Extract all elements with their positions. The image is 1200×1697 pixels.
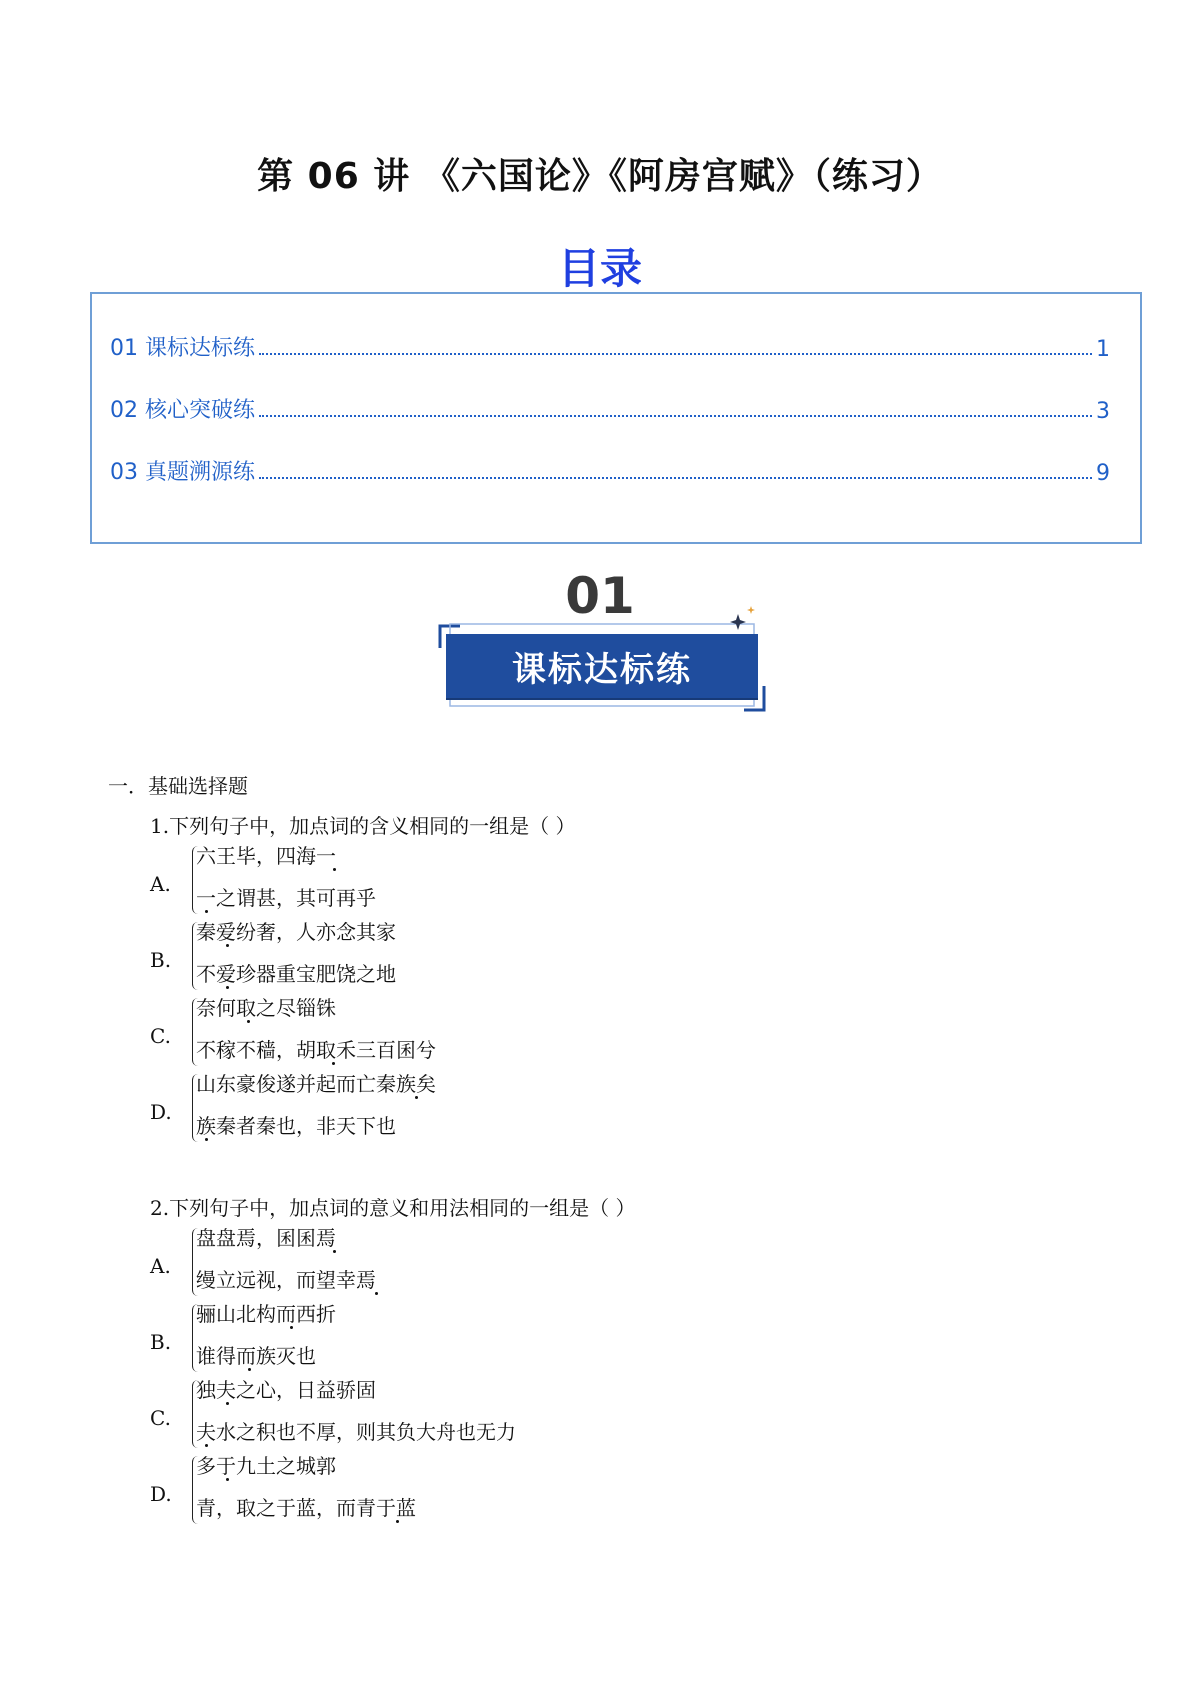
page-title: 第 06 讲 《六国论》《阿房宫赋》（练习） <box>257 156 943 197</box>
option-letter[interactable]: B. <box>150 1330 172 1354</box>
toc-entry-label: 01 课标达标练 <box>110 336 255 361</box>
option-letter[interactable]: C. <box>150 1024 171 1048</box>
question-stem: 2.下列句子中，加点词的意义和用法相同的一组是（ ） <box>150 1196 636 1220</box>
option-line: 不稼不穑，胡取禾三百囷兮 <box>196 1038 436 1062</box>
option-letter[interactable]: A. <box>150 872 171 896</box>
emphasis-dot <box>332 1062 335 1065</box>
toc-entry-label: 03 真题溯源练 <box>110 460 255 485</box>
table-of-contents <box>90 292 1142 544</box>
emphasis-dot <box>333 868 336 871</box>
option-line: 一之谓甚，其可再乎 <box>196 886 376 910</box>
toc-entry-page: 3 <box>1096 399 1110 424</box>
option-line: 夫水之积也不厚，则其负大舟也无力 <box>196 1420 516 1444</box>
sparkle-icon <box>728 604 758 634</box>
toc-heading: 目录 <box>557 244 642 293</box>
option-letter[interactable]: D. <box>150 1100 172 1124</box>
toc-leader-dots <box>259 477 1092 479</box>
emphasis-dot <box>226 944 229 947</box>
part-heading: 一．基础选择题 <box>108 774 248 798</box>
toc-entry-page: 9 <box>1096 461 1110 486</box>
emphasis-dot <box>205 910 208 913</box>
emphasis-dot <box>226 986 229 989</box>
emphasis-dot <box>226 1402 229 1405</box>
toc-leader-dots <box>259 415 1092 417</box>
option-letter[interactable]: B. <box>150 948 172 972</box>
option-letter[interactable]: D. <box>150 1482 172 1506</box>
toc-entry-page: 1 <box>1096 337 1110 362</box>
option-line: 盘盘焉，囷囷焉 <box>196 1226 336 1250</box>
section-number: 01 <box>565 567 635 625</box>
option-line: 缦立远视，而望幸焉 <box>196 1268 376 1292</box>
option-line: 六王毕，四海一 <box>196 844 336 868</box>
emphasis-dot <box>248 1368 251 1371</box>
option-letter[interactable]: C. <box>150 1406 171 1430</box>
option-line: 不爱珍器重宝肥饶之地 <box>196 962 396 986</box>
option-line: 骊山北构而西折 <box>196 1302 336 1326</box>
section-title-badge: 课标达标练 <box>446 634 758 698</box>
emphasis-dot <box>205 1138 208 1141</box>
question-stem: 1.下列句子中，加点词的含义相同的一组是（ ） <box>150 814 576 838</box>
option-letter[interactable]: A. <box>150 1254 171 1278</box>
toc-entry-2[interactable] <box>110 392 1110 424</box>
option-line: 多于九土之城郭 <box>196 1454 336 1478</box>
toc-entry-3[interactable] <box>110 454 1110 486</box>
toc-entry-1[interactable] <box>110 330 1110 362</box>
emphasis-dot <box>415 1096 418 1099</box>
option-line: 谁得而族灭也 <box>196 1344 316 1368</box>
emphasis-dot <box>205 1444 208 1447</box>
option-line: 奈何取之尽锱铢 <box>196 996 336 1020</box>
toc-entry-label: 02 核心突破练 <box>110 398 255 423</box>
option-line: 独夫之心，日益骄固 <box>196 1378 376 1402</box>
emphasis-dot <box>290 1326 293 1329</box>
emphasis-dot <box>247 1020 250 1023</box>
toc-leader-dots <box>259 353 1092 355</box>
emphasis-dot <box>396 1520 399 1523</box>
emphasis-dot <box>333 1250 336 1253</box>
option-line: 族秦者秦也，非天下也 <box>196 1114 396 1138</box>
option-line: 山东豪俊遂并起而亡秦族矣 <box>196 1072 436 1096</box>
emphasis-dot <box>226 1478 229 1481</box>
emphasis-dot <box>375 1292 378 1295</box>
option-line: 秦爱纷奢，人亦念其家 <box>196 920 396 944</box>
option-line: 青，取之于蓝，而青于蓝 <box>196 1496 416 1520</box>
